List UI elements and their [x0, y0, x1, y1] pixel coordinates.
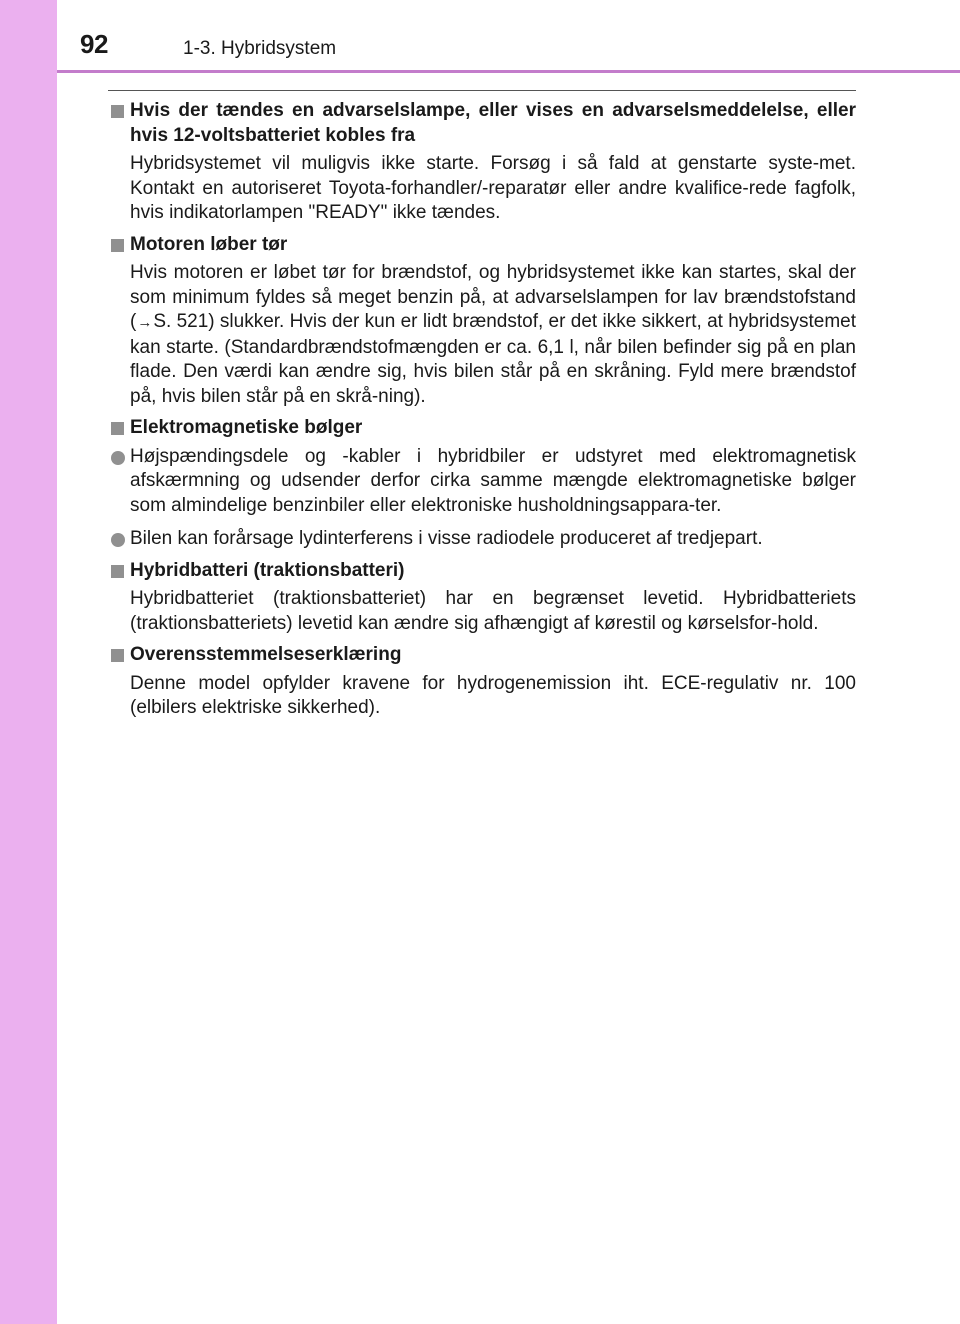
section-hybrid-battery	[108, 559, 856, 637]
chapter-color-strip	[0, 0, 57, 1324]
square-bullet-icon	[111, 239, 124, 252]
square-bullet-icon	[111, 565, 124, 578]
circle-bullet-icon	[111, 451, 125, 465]
section-heading-text: Elektromagnetiske bølger	[130, 417, 363, 438]
section-body: Hybridbatteriet (traktionsbatteriet) har en begrænset levetid. Hybridbatteriets (traktionsbatteriets) levetid kan ændre sig afhængigt af kørestil og kørselsfor-hold.	[130, 588, 856, 634]
arrow-right-icon: →	[137, 314, 153, 331]
section-warning-lamp	[108, 99, 856, 226]
section-heading	[108, 233, 856, 258]
section-heading	[108, 99, 856, 148]
section-heading	[108, 416, 856, 441]
list-item-text: Højspændingsdele og -kabler i hybridbiler er udstyret med elektromagnetisk afskærmning og udsender derfor cirka samme mængde elektromagnetiske bølger som almindelige benzinbiler eller elektroniske husholdningsappara-ter.	[130, 445, 856, 516]
section-heading-text: Hvis der tændes en advarselslampe, eller vises en advarselsmeddelelse, eller hvis 12-voltsbatteriet kobles fra	[130, 100, 856, 146]
body-text-post: S. 521) slukker. Hvis der kun er lidt brændstof, er det ikke sikkert, at hybridsystemet kan starte. (Standardbrændstofmængden er ca. 6,1 l, når bilen befinder sig på en plan flade. Den værdi kan ændre sig, hvis bilen står på en skråning. Fyld mere brændstof på, hvis bilen står på en skrå-ning).	[130, 311, 856, 407]
list-item-text: Bilen kan forårsage lydinterferens i visse radiodele produceret af tredjepart.	[130, 528, 763, 549]
section-heading-text: Hybridbatteri (traktionsbatteri)	[130, 559, 405, 581]
section-declaration-of-conformity	[108, 643, 856, 721]
square-bullet-icon	[111, 105, 124, 118]
section-heading	[108, 559, 856, 584]
section-heading-text: Motoren løber tør	[130, 233, 288, 255]
section-body	[108, 261, 856, 409]
circle-bullet-icon	[111, 533, 125, 547]
chapter-title: 1-3. Hybridsystem	[183, 38, 337, 59]
list-item	[108, 445, 856, 519]
list-item	[108, 527, 856, 552]
square-bullet-icon	[111, 422, 124, 435]
section-electromagnetic-waves	[108, 416, 856, 552]
header-rule	[57, 70, 960, 73]
section-top-rule	[108, 90, 856, 91]
section-heading	[108, 643, 856, 668]
square-bullet-icon	[111, 649, 124, 662]
page-number: 92	[80, 29, 108, 59]
page-content	[108, 90, 856, 728]
body-text-pre: Hvis motoren er løbet tør for brændstof, og hybridsystemet ikke kan startes, skal der som minimum fyldes så meget benzin på, at advarselslampen for lav brændstofstand (	[130, 262, 856, 332]
section-body: Hybridsystemet vil muligvis ikke starte. Forsøg i så fald at genstarte syste-met. Kontakt en autoriseret Toyota-forhandler/-reparatør eller andre kvalifice-rede fagfolk, hvis indikatorlampen "READY" ikke tændes.	[130, 153, 856, 223]
section-heading-text: Overensstemmelseserklæring	[130, 644, 402, 665]
section-out-of-fuel	[108, 233, 856, 410]
section-body: Denne model opfylder kravene for hydrogenemission iht. ECE-regulativ nr. 100 (elbilers elektriske sikkerhed).	[130, 672, 856, 718]
page-header	[57, 0, 960, 70]
